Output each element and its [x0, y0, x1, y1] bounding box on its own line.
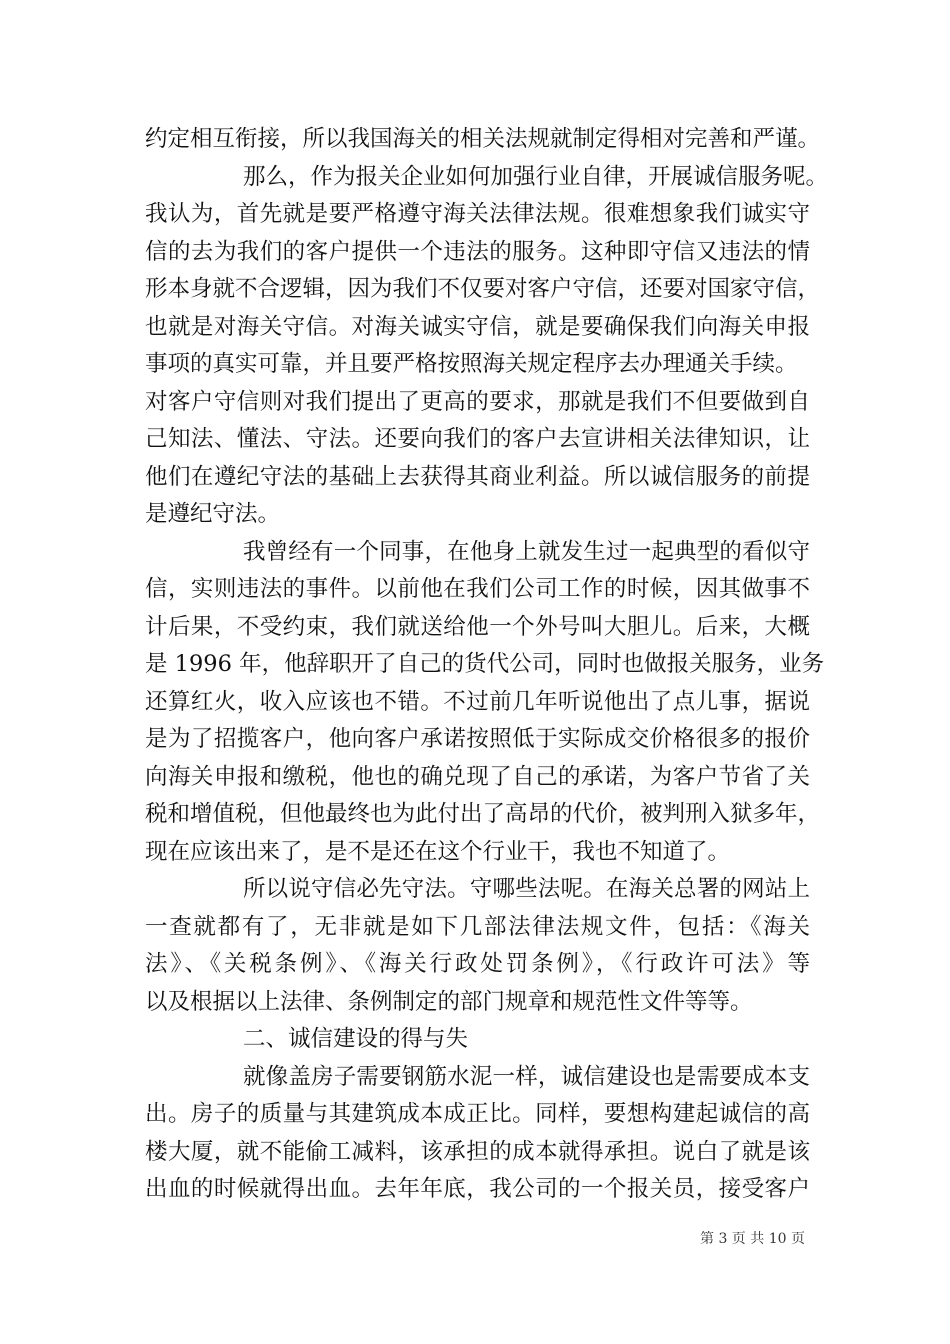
- text-line: 以及根据以上法律、条例制定的部门规章和规范性文件等等。: [145, 988, 753, 1015]
- text-line: 现在应该出来了，是不是还在这个行业干，我也不知道了。: [145, 838, 731, 865]
- text-line: 信，实则违法的事件。以前他在我们公司工作的时候，因其做事不: [145, 576, 810, 602]
- text-line: 税和增值税，但他最终也为此付出了高昂的代价，被判刑入狱多年，: [145, 801, 821, 827]
- section-heading: 二、诚信建设的得与失: [243, 1026, 469, 1052]
- text-line: 向海关申报和缴税，他也的确兑现了自己的承诺，为客户节省了关: [145, 763, 810, 790]
- text-line: 约定相互衔接，所以我国海关的相关法规就制定得相对完善和严谨。: [145, 126, 821, 152]
- text-line: 也就是对海关守信。对海关诚实守信，就是要确保我们向海关申报: [145, 313, 810, 340]
- text-line: 就像盖房子需要钢筋水泥一样，诚信建设也是需要成本支: [243, 1063, 810, 1090]
- text-line: 出血的时候就得出血。去年年底，我公司的一个报关员，接受客户: [145, 1176, 810, 1202]
- document-body: [145, 121, 829, 1209]
- page-number-footer: 第 3 页 共 10 页: [700, 1231, 805, 1247]
- text-line: 他们在遵纪守法的基础上去获得其商业利益。所以诚信服务的前提: [145, 463, 810, 490]
- text-line: 出。房子的质量与其建筑成本成正比。同样，要想构建起诚信的高: [145, 1101, 810, 1127]
- text-line: 还算红火，收入应该也不错。不过前几年听说他出了点儿事，据说: [145, 688, 810, 715]
- text-line: 法》、《关税条例》、《海关行政处罚条例》，《行政许可法》等: [145, 951, 810, 977]
- text-line: 是遵纪守法。: [145, 501, 281, 527]
- text-line: 计后果，不受约束，我们就送给他一个外号叫大胆儿。后来，大概: [145, 613, 810, 640]
- text-line: 楼大厦，就不能偷工减料，该承担的成本就得承担。说白了就是该: [145, 1138, 810, 1165]
- text-line: 一查就都有了，无非就是如下几部法律法规文件，包括：《海关: [145, 913, 810, 940]
- text-line: 信的去为我们的客户提供一个违法的服务。这种即守信又违法的情: [145, 238, 810, 265]
- text-line: 我曾经有一个同事，在他身上就发生过一起典型的看似守: [243, 538, 810, 565]
- text-line: 是 1996 年，他辞职开了自己的货代公司，同时也做报关服务，业务: [145, 651, 825, 677]
- text-line: 事项的真实可靠，并且要严格按照海关规定程序去办理通关手续。: [145, 351, 798, 377]
- text-line: 我认为，首先就是要严格遵守海关法律法规。很难想象我们诚实守: [145, 201, 810, 227]
- text-line: 己知法、懂法、守法。还要向我们的客户去宣讲相关法律知识，让: [145, 426, 810, 452]
- text-line: 所以说守信必先守法。守哪些法呢。在海关总署的网站上: [243, 876, 810, 902]
- text-line: 形本身就不合逻辑，因为我们不仅要对客户守信，还要对国家守信，: [145, 276, 821, 302]
- text-line: 那么，作为报关企业如何加强行业自律，开展诚信服务呢。: [243, 163, 829, 190]
- text-line: 对客户守信则对我们提出了更高的要求，那就是我们不但要做到自: [145, 388, 810, 415]
- text-line: 是为了招揽客户，他向客户承诺按照低于实际成交价格很多的报价: [145, 726, 810, 752]
